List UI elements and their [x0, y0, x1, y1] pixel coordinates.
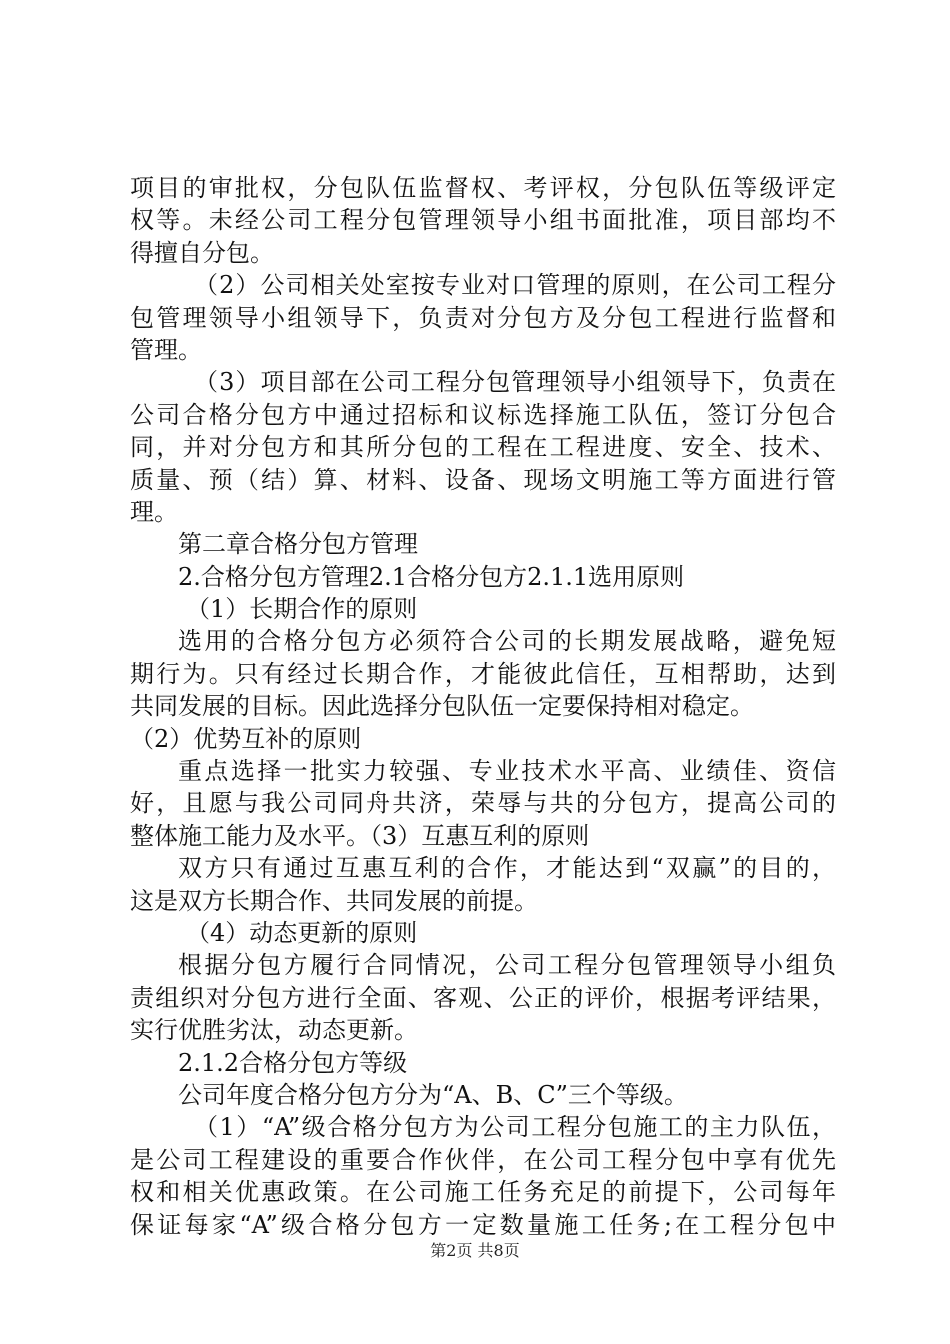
text-line: （4）动态更新的原则 [186, 918, 418, 947]
text-line: 得擅自分包。 [130, 238, 274, 267]
text-line: 实行优胜劣汰，动态更新。 [130, 1016, 418, 1045]
text-line: 包管理领导小组领导下，负责对分包方及分包工程进行监督和 [130, 303, 836, 332]
text-line: 是公司工程建设的重要合作伙伴，在公司工程分包中享有优先 [130, 1145, 836, 1174]
text-line: 这是双方长期合作、共同发展的前提。 [130, 886, 538, 915]
text-line: 第二章合格分包方管理 [178, 530, 418, 559]
text-line: （1）长期合作的原则 [186, 595, 418, 624]
text-line: 整体施工能力及水平。（3）互惠互利的原则 [130, 821, 590, 850]
text-line: 权等。未经公司工程分包管理领导小组书面批准，项目部均不 [130, 206, 836, 235]
text-line: （2）优势互补的原则 [130, 724, 362, 753]
text-line: 理。 [130, 497, 178, 526]
text-line: 权和相关优惠政策。在公司施工任务充足的前提下，公司每年 [130, 1178, 836, 1207]
text-line: 质量、预（结）算、材料、设备、现场文明施工等方面进行管 [130, 465, 836, 494]
text-line: （2）公司相关处室按专业对口管理的原则，在公司工程分 [194, 271, 836, 300]
text-line: （3）项目部在公司工程分包管理领导小组领导下，负责在 [194, 368, 836, 397]
text-line: 根据分包方履行合同情况，公司工程分包管理领导小组负 [178, 951, 836, 980]
text-line: 责组织对分包方进行全面、客观、公正的评价，根据考评结果， [130, 983, 836, 1012]
text-line: 选用的合格分包方必须符合公司的长期发展战略，避免短 [178, 627, 836, 656]
text-line: 重点选择一批实力较强、专业技术水平高、业绩佳、资信 [178, 757, 836, 786]
text-line: 项目的审批权，分包队伍监督权、考评权，分包队伍等级评定 [130, 174, 836, 202]
text-line: 共同发展的目标。因此选择分包队伍一定要保持相对稳定。 [130, 692, 754, 721]
text-line: 保证每家“A”级合格分包方一定数量施工任务;在工程分包中 [130, 1210, 836, 1239]
text-line: 管理。 [130, 335, 202, 364]
text-line: 好，且愿与我公司同舟共济，荣辱与共的分包方，提高公司的 [130, 789, 836, 818]
page-footer: 第2页 共8页 [430, 1241, 520, 1260]
text-line: 期行为。只有经过长期合作，才能彼此信任，互相帮助，达到 [130, 659, 836, 688]
text-line: 2.合格分包方管理2.1合格分包方2.1.1选用原则 [178, 562, 685, 591]
text-line: 公司年度合格分包方分为“A、B、C”三个等级。 [178, 1080, 688, 1109]
text-line: （1）“A”级合格分包方为公司工程分包施工的主力队伍， [194, 1113, 836, 1142]
body-text [130, 172, 836, 1241]
text-line: 同，并对分包方和其所分包的工程在工程进度、安全、技术、 [130, 433, 836, 462]
text-line: 公司合格分包方中通过招标和议标选择施工队伍，签订分包合 [130, 400, 836, 429]
text-line: 双方只有通过互惠互利的合作，才能达到“双赢”的目的， [178, 854, 836, 883]
text-line: 2.1.2合格分包方等级 [178, 1048, 408, 1077]
